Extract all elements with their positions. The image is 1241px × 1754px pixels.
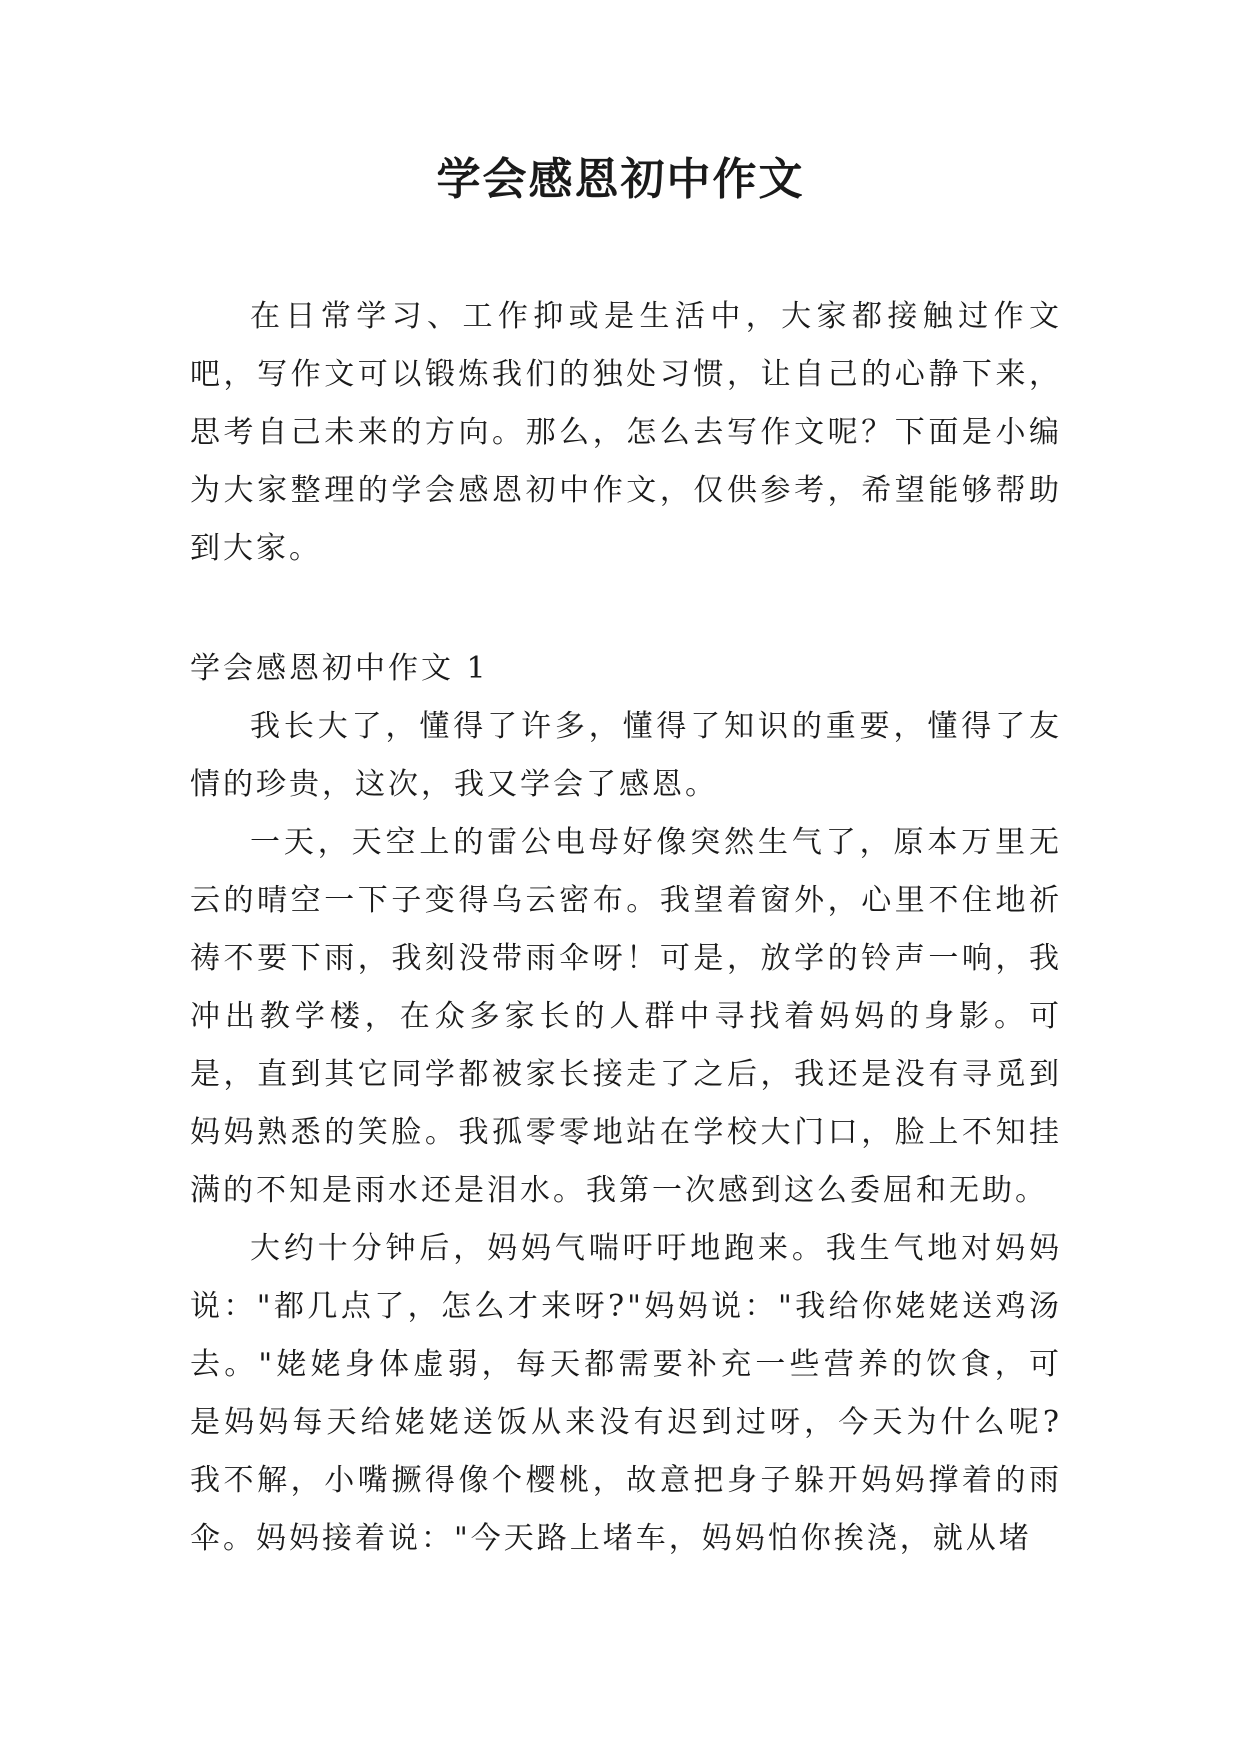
essay-paragraph-1: 我长大了，懂得了许多，懂得了知识的重要，懂得了友情的珍贵，这次，我又学会了感恩。 — [190, 709, 1062, 802]
document-title: 学会感恩初中作文 — [436, 154, 805, 205]
essay-paragraph-2: 一天，天空上的雷公电母好像突然生气了，原本万里无云的晴空一下子变得乌云密布。我望着窗外，心里不住地祈祷不要下雨，我刻没带雨伞呀！可是，放学的铃声一响，我冲出教学楼，在众多家长的人群中寻找着妈妈的身影。可是，直到其它同学都被家长接走了之后，我还是没有寻觅到妈妈熟悉的笑脸。我孤零零地站在学校大门口，脸上不知挂满的不知是雨水还是泪水。我第一次感到这么委屈和无助。 — [190, 825, 1062, 1208]
section-heading: 学会感恩初中作文 1 — [190, 651, 489, 686]
essay-paragraph-3: 大约十分钟后，妈妈气喘吁吁地跑来。我生气地对妈妈说："都几点了，怎么才来呀?"妈妈说："我给你姥姥送鸡汤去。"姥姥身体虚弱，每天都需要补充一些营养的饮食，可是妈妈每天给姥姥送饭从来没有迟到过呀，今天为什么呢?我不解，小嘴撅得像个樱桃，故意把身子躲开妈妈撑着的雨伞。妈妈接着说："今天路上堵车，妈妈怕你挨浇，就从堵 — [190, 1231, 1062, 1556]
intro-block — [190, 288, 1062, 578]
intro-paragraph: 在日常学习、工作抑或是生活中，大家都接触过作文吧，写作文可以锻炼我们的独处习惯，让自己的心静下来，思考自己未来的方向。那么，怎么去写作文呢？下面是小编为大家整理的学会感恩初中作文，仅供参考，希望能够帮助到大家。 — [190, 299, 1062, 566]
essay-section — [190, 640, 1062, 1568]
